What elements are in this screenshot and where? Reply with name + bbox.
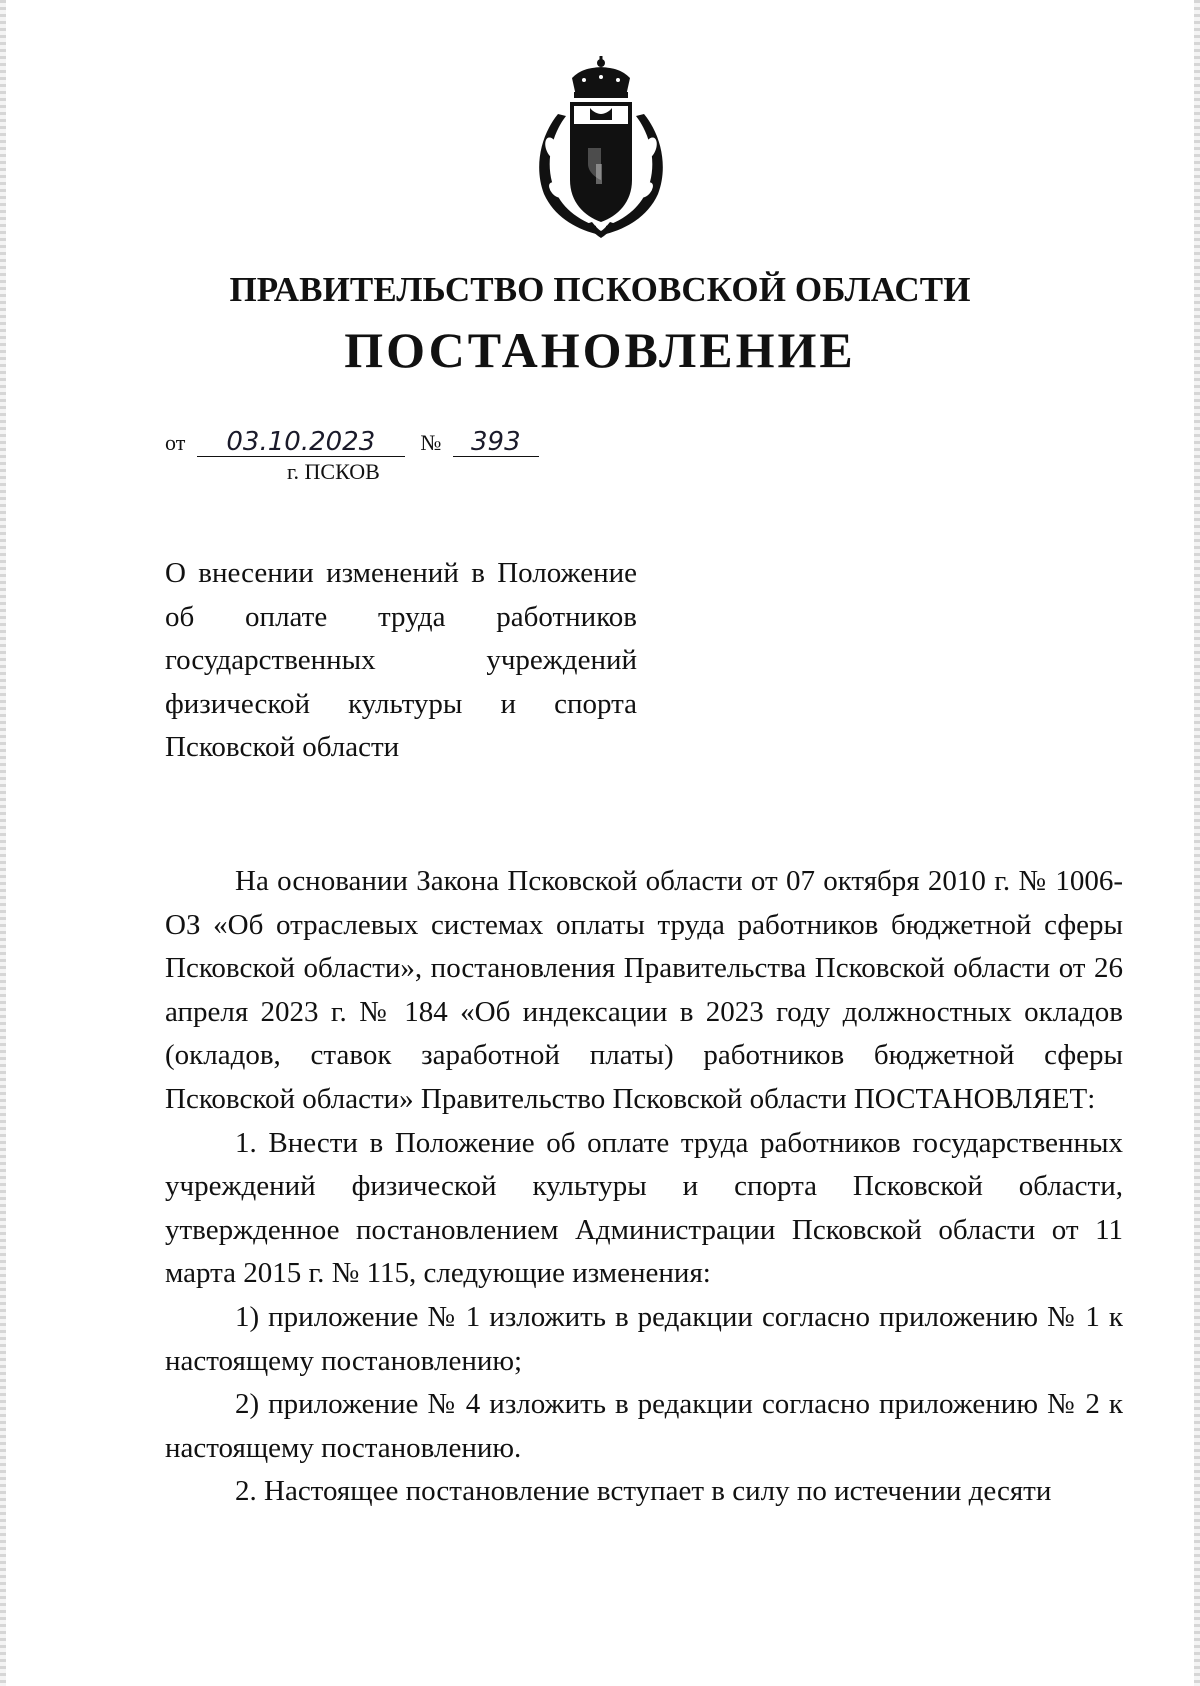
document-body (165, 860, 1123, 1514)
body-paragraph: 2) приложение № 4 изложить в редакции согласно приложению № 2 к настоящему постановлению. (165, 1388, 1123, 1464)
body-paragraph: 1. Внести в Положение об оплате труда работников государственных учреждений физической культуры и спорта Псковской области, утвержденное постановлением Администрации Псковской области от 11 марта 2015 г. № 115, следующие изменения: (165, 1126, 1123, 1290)
document-date: 03.10.2023 (197, 428, 405, 457)
scan-edge-right (1194, 0, 1200, 1686)
document-subject (165, 552, 637, 770)
date-label: от (165, 430, 186, 455)
coat-of-arms-icon (526, 52, 676, 242)
body-paragraph: На основании Закона Псковской области от 07 октября 2010 г. № 1006-ОЗ «Об отраслевых системах оплаты труда работников бюджетной сферы Псковской области», постановления Правительства Псковской области от 26 апреля 2023 г. № 184 «Об индексации в 2023 году должностных окладов (окладов, ставок заработной платы) работников бюджетной сферы Псковской области» Правительство Псковской области ПОСТАНОВЛЯЕТ: (165, 865, 1123, 1115)
subject-line: об оплате труда работников (165, 600, 637, 633)
document-type: ПОСТАНОВЛЕНИЕ (344, 322, 856, 378)
body-paragraph: 2. Настоящее постановление вступает в силу по истечении десяти (235, 1475, 1052, 1508)
document-number: 393 (453, 428, 539, 457)
organization-name: ПРАВИТЕЛЬСТВО ПСКОВСКОЙ ОБЛАСТИ (229, 270, 971, 309)
body-paragraph: 1) приложение № 1 изложить в редакции согласно приложению № 1 к настоящему постановлению; (165, 1300, 1123, 1377)
number-label: № (420, 430, 442, 455)
city: г. ПСКОВ (287, 459, 380, 484)
scan-edge-left (0, 0, 6, 1686)
subject-line: государственных учреждений (165, 644, 637, 677)
date-number-line (165, 428, 539, 458)
subject-line: физической культуры и спорта (165, 687, 637, 720)
subject-line: О внесении изменений в Положение (165, 557, 637, 589)
subject-line: Псковской области (165, 731, 400, 764)
